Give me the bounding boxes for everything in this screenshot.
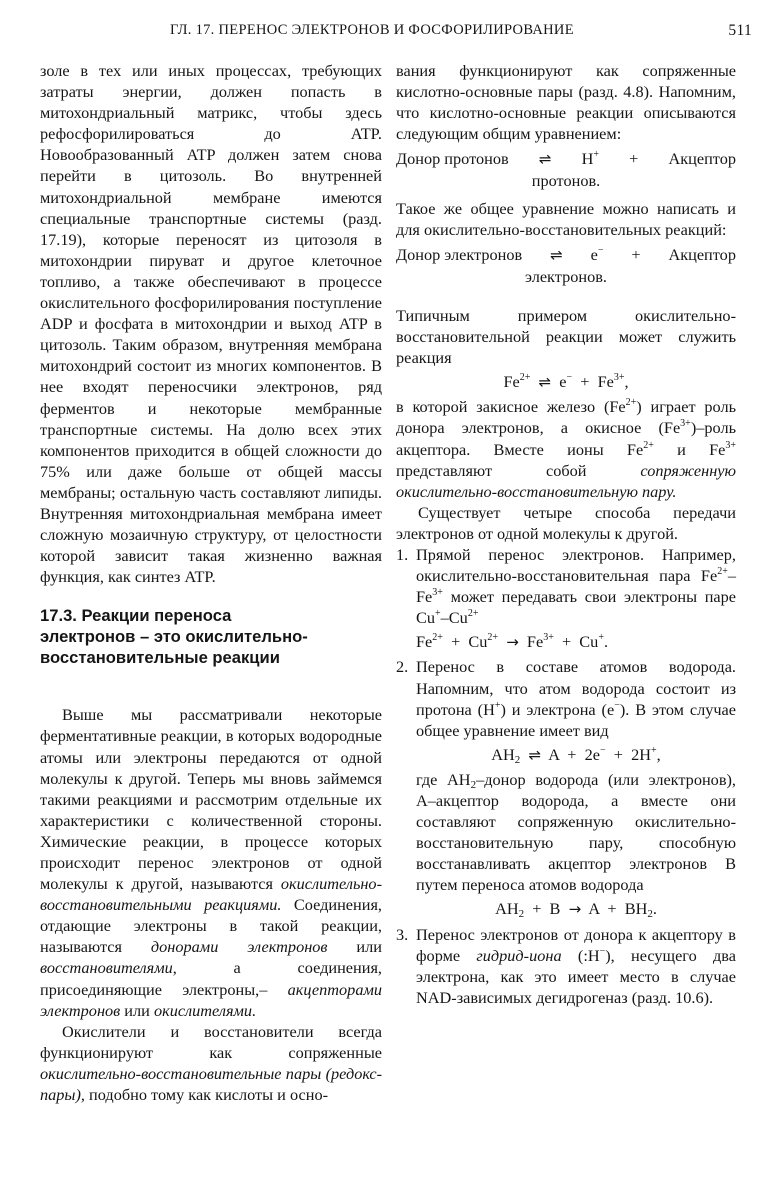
section-heading	[40, 605, 382, 668]
left-column	[40, 60, 382, 1105]
term-hydride-ion: гидрид-иона	[476, 945, 562, 965]
equation-hydrogen-transfer: $AH_2$ ⇌ A + 2e− + 2H+,	[491, 744, 661, 766]
term-electron-donors: донорами электронов	[150, 937, 328, 957]
running-title: ГЛ. 17. ПЕРЕНОС ЭЛЕКТРОНОВ И ФОСФОРИЛИРОВАНИЕ	[170, 22, 574, 38]
equation-iron: $Fe^{2+}$ ⇌ $e^- + Fe^{3+}$,	[503, 372, 629, 392]
list-item-3: 3. Перенос электронов от донора к акцептору в форме гидрид-иона (:H−), несущего два электрона, как это имеет место в случае NAD-зависимых дегидрогеназ (разд. 10.6).	[396, 924, 736, 1007]
page-header	[40, 18, 752, 42]
section-heading-line-1: 17.3. Реакции переноса	[40, 606, 232, 626]
equation-acceptor-b: $AH_2 + B \to A + BH_2$.	[495, 899, 657, 921]
equation-copper: $Fe^{2+} + Cu^{2+} \to Fe^{3+} + Cu^+$.	[416, 632, 609, 652]
list-item-2: 2. Перенос в составе атомов водорода. Напомним, что атом водорода состоит из протона (H+) и электрона (e−). В этом случае общее уравнение имеет вид	[396, 657, 736, 740]
section-heading-line-3: восстановительные реакции	[40, 648, 280, 668]
equation-proton-donor-line-2: протонов.	[531, 171, 601, 191]
list-item-2-continuation: где $AH_2$–донор водорода (или электронов), A–акцептор водорода, а вместе они составляют сопряженную окислительно-восстановительную пару, способную восстанавливать акцептор электронов B путем переноса атомов водорода	[416, 769, 736, 895]
left-paragraph-3: Окислители и восстановители всегда функционируют как сопряженные окислительно-восстановительные пары (редокс-пары), подобно тому как кислоты и осно-	[40, 1021, 382, 1105]
term-reducers: восстановителями	[40, 958, 173, 978]
equation-electron-donor-line-2: электронов.	[525, 266, 607, 286]
list-item-1: 1. Прямой перенос электронов. Например, окислительно-восстановительная пара $Fe^{2+}-Fe^{3+}$ может передавать свои электроны паре $Cu^+-Cu^{2+}$	[396, 544, 736, 628]
term-conjugate-redox-pair: сопряженную окислительно-восстановительную пару.	[396, 460, 736, 501]
term-electron-acceptors: акцепторами электронов	[40, 979, 382, 1020]
right-column	[396, 60, 736, 1008]
term-redox-pairs: окислительно-восстановительные пары (редокс-пары),	[40, 1063, 382, 1105]
equation-electron-donor: Донор электронов ⇌ e− + Акцептор	[396, 244, 736, 264]
left-paragraph-2: Выше мы рассматривали некоторые ферментативные реакции, в которых водородные атомы или электроны передаются от одной молекулы к другой. Теперь мы вновь займемся такими реакциями и рассмотрим отдельные их характеристики с количественной стороны. Химические реакции, в процессе которых происходит перенос электронов от одной молекулы к другой, называются окислительно-восстановительными реакциями. Соединения, отдающие электроны в такой реакции, называются донорами электронов или восстановителями, а соединения, присоединяющие электроны,– акцепторами электронов или окислителями.	[40, 705, 383, 1020]
equation-proton-donor: Донор протонов ⇌ H+ + Акцептор	[396, 149, 736, 169]
right-paragraph-3: Типичным примером окислительно-восстановительной реакции может служить реакция	[396, 305, 736, 368]
page-number: 511	[728, 22, 752, 39]
right-paragraph-2: Такое же общее уравнение можно написать и для окислительно-восстановительных реакций:	[396, 198, 736, 239]
right-paragraph-5: Существует четыре способа передачи электронов от одной молекулы к другой.	[396, 502, 736, 543]
section-heading-line-2: электронов – это окислительно-	[40, 627, 308, 647]
right-paragraph-4: в которой закисное железо $(Fe^{2+})$ играет роль донора электронов, а окисное $(Fe^{3+})$–роль акцептора. Вместе ионы $Fe^{2+}$ и $Fe^{3+}$ представляют собой сопряженную окислительно-восстановительную пару.	[396, 397, 737, 501]
right-paragraph-1: вания функционируют как сопряженные кислотно-основные пары (разд. 4.8). Напомним, что кислотно-основные реакции описываются следующим общим уравнением:	[396, 61, 736, 144]
term-redox-reactions: окислительно-восстановительными реакциями.	[40, 874, 382, 915]
term-oxidizers: окислителями.	[153, 1000, 257, 1020]
left-paragraph-1: золе в тех или иных процессах, требующих затраты энергии, должен попасть в митохондриальный матрикс, чтобы здесь рефосфорилироваться до ATP. Новообразованный ATP должен затем снова перейти в цитозоль. Во внутренней митохондриальной мембране имеются специальные транспортные системы (разд. 17.19), которые переносят из цитозоля в митохондрии пируват и другое клеточное топливо, а также обеспечивают в процессе окислительного фосфорилирования поступление ADP и фосфата в митохондрии и выход ATP в цитозоль. Таким образом, внутренняя мембрана митохондрий состоит из многих компонентов. В нее входят переносчики электронов, ряд ферментов и некоторые мембранные транспортные системы. На долю всех этих компонентов приходится в общей сложности до 75% или даже больше от общей массы мембраны; остальную часть составляют липиды. Внутренняя митохондриальная мембрана имеет сложную мозаичную структуру, от целостности которой зависит такая жизненно важная функция, как синтез ATP.	[40, 61, 382, 587]
